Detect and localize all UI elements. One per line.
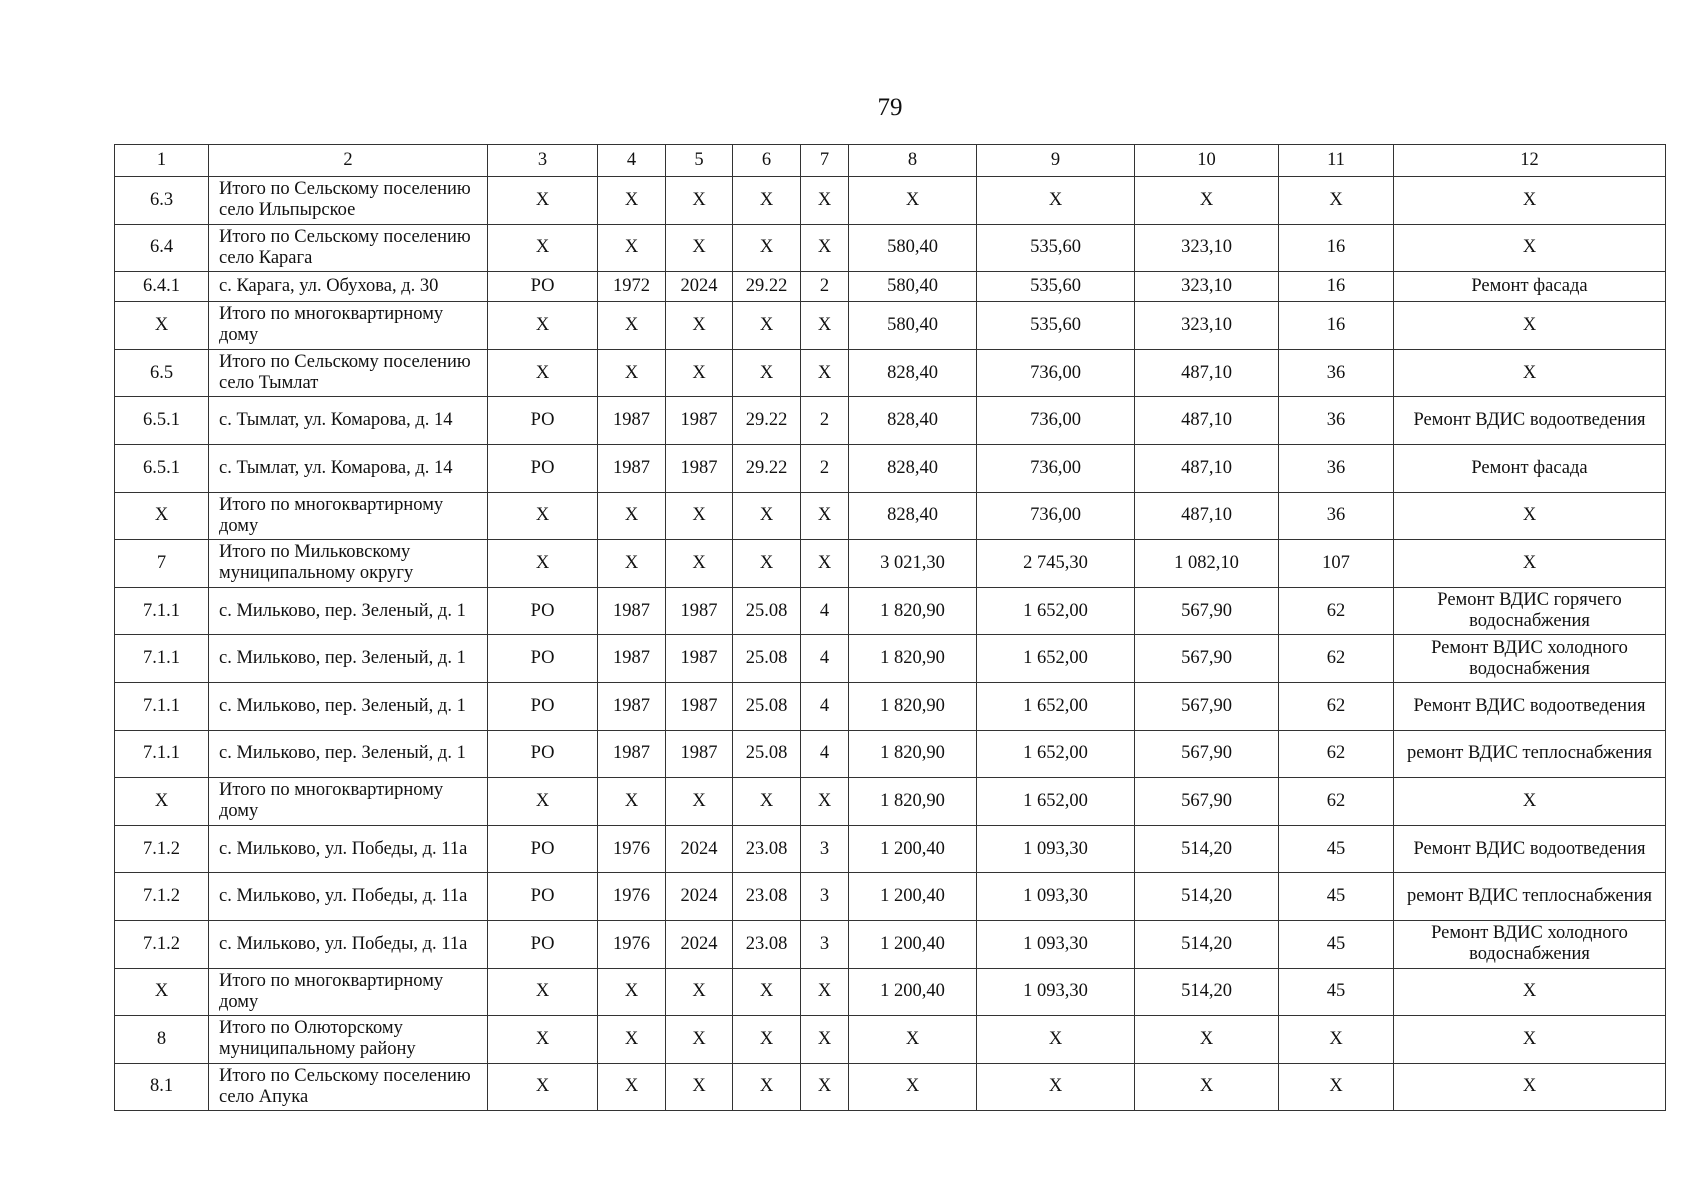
table-row [115,272,1666,302]
table-cell: 514,20 [1135,920,1279,968]
table-row [115,397,1666,445]
table-cell: X [1394,968,1666,1016]
column-header: 11 [1279,145,1394,177]
table-cell: X [488,492,598,540]
table-cell: X [666,302,733,350]
table-cell: X [1394,1016,1666,1064]
table-cell: РО [488,682,598,730]
table-cell: 7.1.1 [115,587,209,635]
table-cell: с. Тымлат, ул. Комарова, д. 14 [209,444,488,492]
table-cell: 1987 [598,444,666,492]
table-cell: Итого по Сельскому поселению село Тымлат [209,349,488,397]
column-header: 1 [115,145,209,177]
column-header: 5 [666,145,733,177]
table-cell: X [666,349,733,397]
data-table [114,144,1666,1111]
table-cell: Итого по Олюторскому муниципальному району [209,1016,488,1064]
table-cell: 16 [1279,302,1394,350]
table-cell: 7.1.1 [115,730,209,778]
column-header: 4 [598,145,666,177]
table-cell: 62 [1279,730,1394,778]
table-cell: X [801,968,849,1016]
table-cell: 23.08 [733,825,801,873]
table-cell: 3 [801,825,849,873]
table-cell: 1987 [598,682,666,730]
table-cell: X [849,1016,977,1064]
table-cell: с. Мильково, ул. Победы, д. 11а [209,825,488,873]
table-cell: РО [488,444,598,492]
table-cell: 1987 [666,730,733,778]
table-cell: 36 [1279,397,1394,445]
column-header: 3 [488,145,598,177]
table-cell: Ремонт фасада [1394,272,1666,302]
page-number: 79 [877,94,903,121]
table-cell: X [801,1063,849,1111]
table-cell: 1 652,00 [977,587,1135,635]
table-cell: с. Мильково, ул. Победы, д. 11а [209,873,488,921]
table-cell: X [977,1063,1135,1111]
table-cell: 1 093,30 [977,873,1135,921]
table-cell: 1 093,30 [977,968,1135,1016]
table-cell: РО [488,825,598,873]
table-cell: 1 200,40 [849,920,977,968]
table-cell: 7 [115,540,209,588]
table-cell: X [733,968,801,1016]
table-cell: 2024 [666,272,733,302]
table-cell: X [598,1016,666,1064]
table-cell: X [1135,1063,1279,1111]
table-cell: X [977,1016,1135,1064]
table-row [115,444,1666,492]
table-cell: X [488,778,598,826]
table-cell: X [733,349,801,397]
table-cell: 1 820,90 [849,682,977,730]
table-cell: 567,90 [1135,635,1279,683]
table-cell: 25.08 [733,635,801,683]
table-cell: 1987 [598,397,666,445]
table-cell: Итого по Мильковскому муниципальному округу [209,540,488,588]
table-cell: 45 [1279,873,1394,921]
table-cell: X [733,492,801,540]
table-cell: X [1135,1016,1279,1064]
table-cell: X [1279,1016,1394,1064]
table-cell: X [733,540,801,588]
table-row [115,968,1666,1016]
table-cell: 6.4.1 [115,272,209,302]
table-row [115,778,1666,826]
table-cell: 1976 [598,825,666,873]
table-cell: 1 093,30 [977,825,1135,873]
table-cell: Ремонт ВДИС холодного водоснабжения [1394,920,1666,968]
table-cell: 6.5.1 [115,397,209,445]
table-row [115,635,1666,683]
table-row [115,682,1666,730]
table-cell: X [666,540,733,588]
table-cell: X [598,302,666,350]
table-cell: 828,40 [849,444,977,492]
table-cell: X [666,492,733,540]
table-cell: Итого по многоквартирному дому [209,968,488,1016]
table-cell: 1 082,10 [1135,540,1279,588]
table-cell: X [488,224,598,272]
table-cell: Итого по многоквартирному дому [209,778,488,826]
table-cell: X [115,778,209,826]
table-cell: 828,40 [849,349,977,397]
table-cell: 23.08 [733,873,801,921]
table-cell: X [666,177,733,225]
table-cell: 16 [1279,272,1394,302]
table-cell: РО [488,730,598,778]
table-row [115,224,1666,272]
table-cell: X [1394,540,1666,588]
table-cell: 736,00 [977,397,1135,445]
table-cell: X [733,302,801,350]
table-cell: 62 [1279,778,1394,826]
table-cell: 514,20 [1135,968,1279,1016]
table-cell: 1 820,90 [849,587,977,635]
table-cell: 3 [801,920,849,968]
table-cell: 45 [1279,968,1394,1016]
table-cell: X [733,224,801,272]
table-cell: ремонт ВДИС теплоснабжения [1394,730,1666,778]
table-cell: 23.08 [733,920,801,968]
table-row [115,1016,1666,1064]
table-cell: РО [488,873,598,921]
table-cell: 323,10 [1135,272,1279,302]
table-cell: РО [488,635,598,683]
table-cell: РО [488,587,598,635]
table-cell: X [1394,349,1666,397]
table-cell: X [598,778,666,826]
table-cell: РО [488,920,598,968]
table-cell: 25.08 [733,730,801,778]
table-cell: 487,10 [1135,492,1279,540]
table-cell: 36 [1279,444,1394,492]
table-cell: 323,10 [1135,224,1279,272]
table-cell: 29.22 [733,397,801,445]
table-cell: X [488,302,598,350]
table-cell: X [115,302,209,350]
table-cell: X [977,177,1135,225]
table-cell: 16 [1279,224,1394,272]
column-header: 7 [801,145,849,177]
table-cell: 7.1.1 [115,635,209,683]
table-row [115,349,1666,397]
table-cell: Итого по многоквартирному дому [209,302,488,350]
table-cell: 45 [1279,825,1394,873]
table-cell: X [1394,302,1666,350]
table-cell: 1987 [598,730,666,778]
table-cell: Ремонт ВДИС водоотведения [1394,397,1666,445]
table-cell: 1 652,00 [977,730,1135,778]
table-cell: 1 820,90 [849,635,977,683]
table-row [115,1063,1666,1111]
column-header: 8 [849,145,977,177]
table-cell: Итого по Сельскому поселению село Апука [209,1063,488,1111]
table-cell: 1 652,00 [977,635,1135,683]
table-cell: Ремонт ВДИС водоотведения [1394,825,1666,873]
column-header: 10 [1135,145,1279,177]
column-header: 9 [977,145,1135,177]
table-cell: X [598,968,666,1016]
table-cell: X [801,177,849,225]
table-cell: 1987 [666,682,733,730]
table-cell: X [666,968,733,1016]
table-cell: 1972 [598,272,666,302]
table-cell: 29.22 [733,444,801,492]
table-cell: X [801,302,849,350]
table-cell: 736,00 [977,444,1135,492]
table-row [115,302,1666,350]
table-row [115,587,1666,635]
table-cell: X [801,778,849,826]
table-cell: 62 [1279,635,1394,683]
table-cell: ремонт ВДИС теплоснабжения [1394,873,1666,921]
table-cell: 2024 [666,873,733,921]
table-row [115,920,1666,968]
table-cell: X [733,1016,801,1064]
table-cell: 828,40 [849,397,977,445]
table-cell: 1 820,90 [849,778,977,826]
table-cell: 567,90 [1135,587,1279,635]
table-cell: 487,10 [1135,444,1279,492]
column-header: 12 [1394,145,1666,177]
table-cell: X [801,349,849,397]
column-header: 2 [209,145,488,177]
table-cell: 2 [801,444,849,492]
table-cell: X [1394,177,1666,225]
table-cell: 1987 [666,397,733,445]
table-cell: X [1394,778,1666,826]
table-cell: X [1135,177,1279,225]
table-cell: 1976 [598,920,666,968]
table-cell: X [488,540,598,588]
table-cell: 567,90 [1135,682,1279,730]
table-cell: с. Карага, ул. Обухова, д. 30 [209,272,488,302]
table-cell: X [1394,224,1666,272]
table-cell: 1 093,30 [977,920,1135,968]
table-cell: X [115,968,209,1016]
table-cell: 1976 [598,873,666,921]
table-cell: X [1394,492,1666,540]
table-cell: 6.4 [115,224,209,272]
table-cell: X [666,778,733,826]
table-cell: 45 [1279,920,1394,968]
table-cell: 580,40 [849,272,977,302]
table-cell: X [598,224,666,272]
table-cell: 535,60 [977,302,1135,350]
table-cell: 4 [801,682,849,730]
table-cell: X [801,540,849,588]
table-cell: 1 652,00 [977,682,1135,730]
table-cell: 580,40 [849,302,977,350]
table-cell: 828,40 [849,492,977,540]
table-cell: 107 [1279,540,1394,588]
table-cell: X [849,1063,977,1111]
table-cell: 62 [1279,682,1394,730]
table-cell: X [1394,1063,1666,1111]
table-cell: Ремонт фасада [1394,444,1666,492]
table-cell: X [115,492,209,540]
table-cell: X [488,1063,598,1111]
table-cell: 487,10 [1135,397,1279,445]
table-cell: X [598,540,666,588]
table-cell: X [733,1063,801,1111]
table-cell: 323,10 [1135,302,1279,350]
header-row [115,145,1666,177]
table-cell: 1 820,90 [849,730,977,778]
table-cell: X [1279,1063,1394,1111]
table-cell: X [488,1016,598,1064]
table-cell: 8.1 [115,1063,209,1111]
table-cell: X [849,177,977,225]
table-cell: X [1279,177,1394,225]
table-cell: 487,10 [1135,349,1279,397]
table-cell: 514,20 [1135,873,1279,921]
table-cell: X [733,177,801,225]
table-row [115,873,1666,921]
table-cell: 7.1.2 [115,825,209,873]
table-cell: Ремонт ВДИС холодного водоснабжения [1394,635,1666,683]
table-cell: 7.1.1 [115,682,209,730]
table-cell: X [598,492,666,540]
table-cell: РО [488,272,598,302]
table-cell: X [488,349,598,397]
table-cell: X [801,492,849,540]
table-row [115,492,1666,540]
table-cell: 6.5 [115,349,209,397]
table-cell: 3 021,30 [849,540,977,588]
table-row [115,825,1666,873]
table-cell: 2 745,30 [977,540,1135,588]
table-cell: Итого по многоквартирному дому [209,492,488,540]
table-cell: 567,90 [1135,778,1279,826]
table-cell: 2 [801,397,849,445]
table-cell: X [488,968,598,1016]
table-cell: 6.5.1 [115,444,209,492]
table-cell: 567,90 [1135,730,1279,778]
table-cell: X [666,224,733,272]
table-cell: X [733,778,801,826]
table-cell: 1987 [598,587,666,635]
table-cell: 736,00 [977,349,1135,397]
table-cell: 1 200,40 [849,825,977,873]
table-cell: 535,60 [977,224,1135,272]
table-cell: 36 [1279,349,1394,397]
table-cell: X [598,177,666,225]
table-cell: Ремонт ВДИС горячего водоснабжения [1394,587,1666,635]
table-cell: 2024 [666,920,733,968]
table-cell: X [801,224,849,272]
table-cell: с. Мильково, пер. Зеленый, д. 1 [209,682,488,730]
table-cell: 1987 [598,635,666,683]
table-cell: 25.08 [733,682,801,730]
table-cell: Итого по Сельскому поселению село Карага [209,224,488,272]
table-cell: РО [488,397,598,445]
table-cell: с. Мильково, пер. Зеленый, д. 1 [209,587,488,635]
table-cell: 4 [801,730,849,778]
table-cell: Итого по Сельскому поселению село Ильпырское [209,177,488,225]
table-cell: 4 [801,635,849,683]
table-cell: с. Мильково, ул. Победы, д. 11а [209,920,488,968]
table-cell: 1 200,40 [849,873,977,921]
table-cell: с. Мильково, пер. Зеленый, д. 1 [209,635,488,683]
table-cell: Ремонт ВДИС водоотведения [1394,682,1666,730]
table-cell: 535,60 [977,272,1135,302]
table-cell: 29.22 [733,272,801,302]
table-cell: X [598,1063,666,1111]
table-cell: X [666,1016,733,1064]
table-cell: 8 [115,1016,209,1064]
table-cell: 1987 [666,635,733,683]
table-cell: 3 [801,873,849,921]
table-row [115,177,1666,225]
table-cell: 7.1.2 [115,920,209,968]
table-cell: 2 [801,272,849,302]
table-cell: с. Мильково, пер. Зеленый, д. 1 [209,730,488,778]
table-cell: 580,40 [849,224,977,272]
table-cell: 4 [801,587,849,635]
table-cell: 1987 [666,444,733,492]
table-row [115,730,1666,778]
table-cell: 2024 [666,825,733,873]
table-cell: 736,00 [977,492,1135,540]
table-cell: 36 [1279,492,1394,540]
table-cell: X [488,177,598,225]
table-row [115,540,1666,588]
table-cell: 1987 [666,587,733,635]
table-cell: X [801,1016,849,1064]
table-cell: 514,20 [1135,825,1279,873]
table-cell: 25.08 [733,587,801,635]
table-cell: X [598,349,666,397]
table-cell: 1 652,00 [977,778,1135,826]
table-cell: 1 200,40 [849,968,977,1016]
table-cell: 6.3 [115,177,209,225]
table-cell: X [666,1063,733,1111]
table-cell: 62 [1279,587,1394,635]
column-header: 6 [733,145,801,177]
table-cell: с. Тымлат, ул. Комарова, д. 14 [209,397,488,445]
table-cell: 7.1.2 [115,873,209,921]
